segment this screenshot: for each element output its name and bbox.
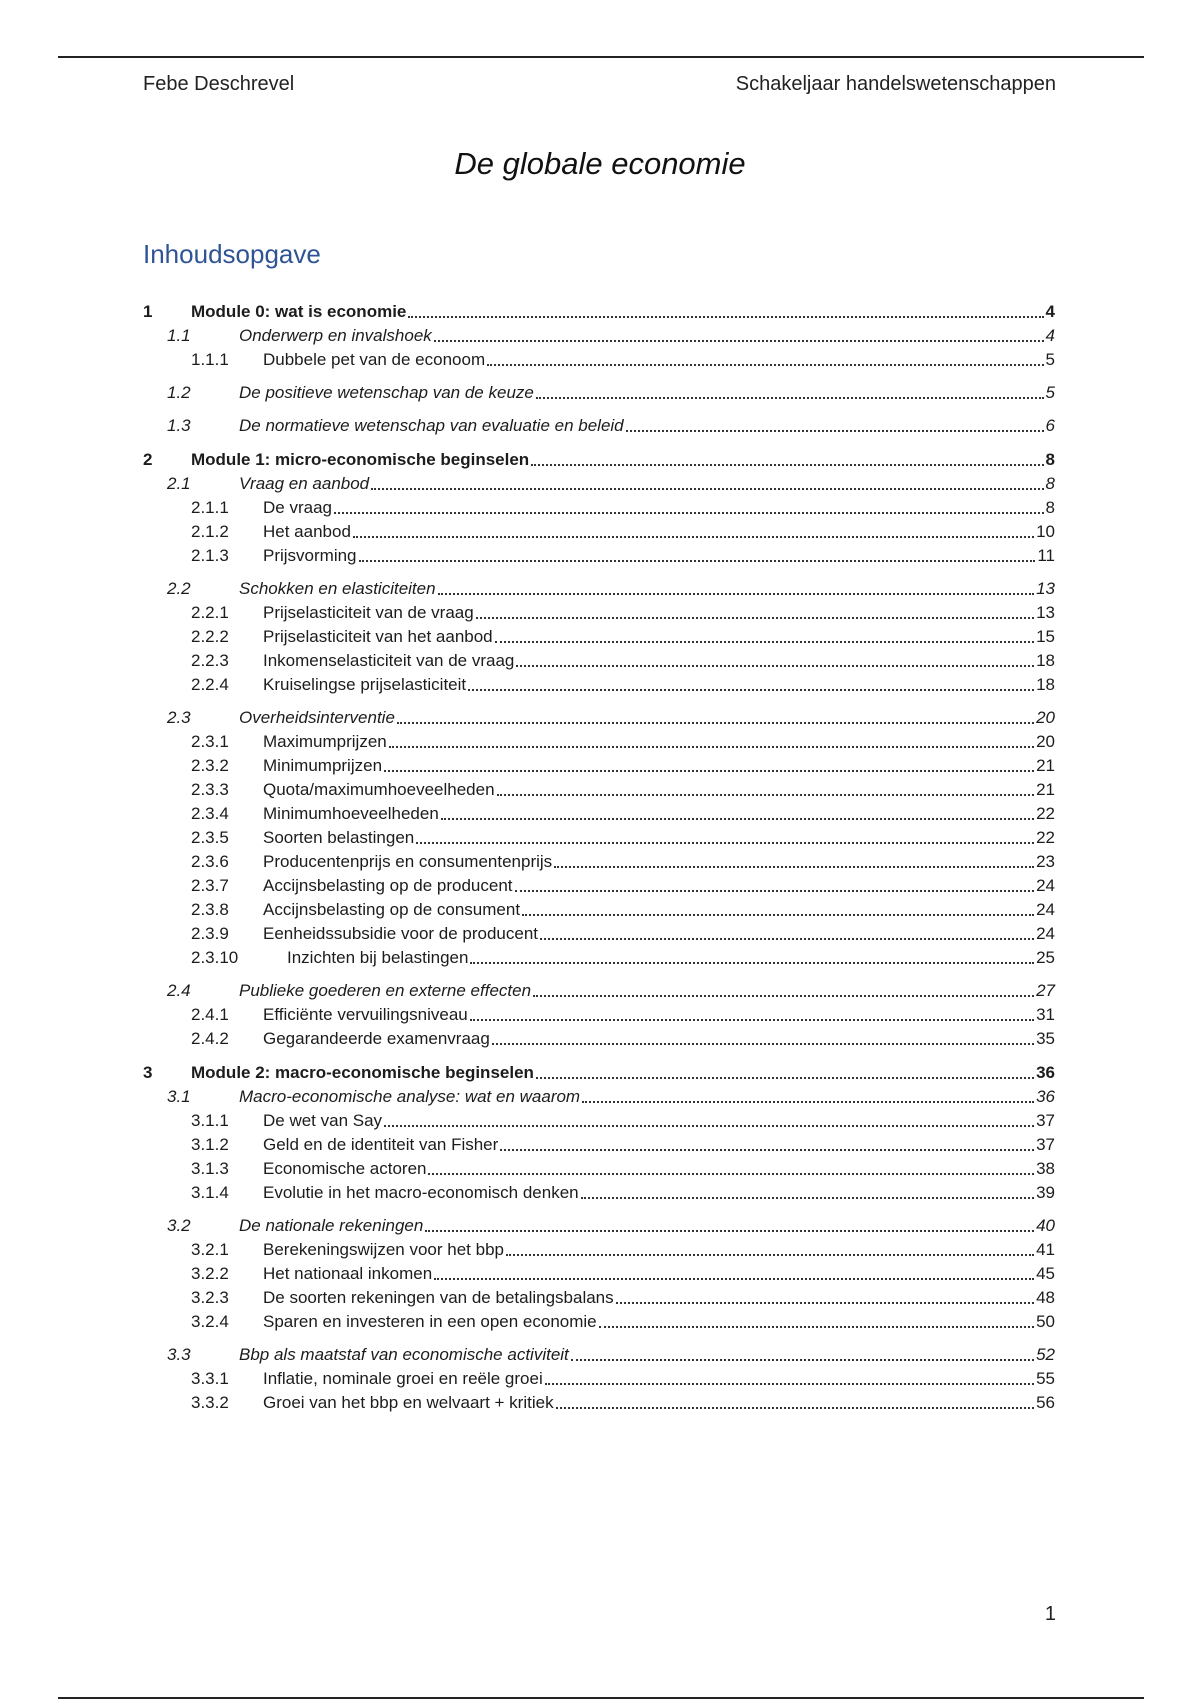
toc-entry-number: 3.3.1 xyxy=(191,1369,229,1388)
toc-entry-number: 1.1.1 xyxy=(191,350,229,369)
toc-entry-page: 5 xyxy=(1045,383,1055,402)
toc-entry-level-3[interactable] xyxy=(143,673,1055,697)
toc-entry-level-3[interactable] xyxy=(143,1367,1055,1391)
header-author: Febe Deschrevel xyxy=(143,73,295,95)
toc-entry-page: 23 xyxy=(1036,852,1055,871)
toc-entry-page: 22 xyxy=(1036,804,1055,823)
toc-entry-level-3[interactable] xyxy=(143,754,1055,778)
toc-dot-leader xyxy=(334,512,1044,514)
toc-entry-page: 25 xyxy=(1036,948,1055,967)
toc-entry-level-3[interactable] xyxy=(143,1003,1055,1027)
toc-entry-title: Het nationaal inkomen xyxy=(263,1264,433,1283)
toc-dot-leader xyxy=(434,1278,1034,1280)
toc-entry-page: 31 xyxy=(1036,1005,1055,1024)
toc-dot-leader xyxy=(384,770,1034,772)
toc-dot-leader xyxy=(384,1125,1034,1127)
toc-dot-leader xyxy=(389,746,1034,748)
toc-dot-leader xyxy=(616,1302,1034,1304)
toc-entry-number: 2.3.8 xyxy=(191,900,229,919)
toc-entry-number: 3.2.2 xyxy=(191,1264,229,1283)
toc-entry-title: Onderwerp en invalshoek xyxy=(239,326,432,345)
toc-entry-number: 2.3.6 xyxy=(191,852,229,871)
toc-entry-level-3[interactable] xyxy=(143,946,1055,970)
toc-entry-number: 2.4.1 xyxy=(191,1005,229,1024)
toc-entry-page: 20 xyxy=(1036,708,1055,727)
toc-entry-title: Efficiënte vervuilingsniveau xyxy=(263,1005,468,1024)
toc-entry-page: 41 xyxy=(1036,1240,1055,1259)
toc-entry-title: Minimumhoeveelheden xyxy=(263,804,439,823)
toc-entry-number: 2.3.1 xyxy=(191,732,229,751)
toc-entry-title: De normatieve wetenschap van evaluatie en beleid xyxy=(239,416,624,435)
toc-entry-number: 2.3.5 xyxy=(191,828,229,847)
toc-entry-title: Quota/maximumhoeveelheden xyxy=(263,780,495,799)
toc-heading: Inhoudsopgave xyxy=(143,239,321,269)
toc-entry-page: 18 xyxy=(1036,675,1055,694)
toc-dot-leader xyxy=(441,818,1034,820)
toc-entry-page: 4 xyxy=(1045,326,1055,345)
toc-dot-leader xyxy=(500,1149,1034,1151)
toc-entry-title: Gegarandeerde examenvraag xyxy=(263,1029,490,1048)
toc-entry-page: 8 xyxy=(1045,498,1055,517)
toc-entry-number: 2.2.1 xyxy=(191,603,229,622)
toc-entry-title: Inflatie, nominale groei en reële groei xyxy=(263,1369,543,1388)
toc-dot-leader xyxy=(487,364,1043,366)
toc-entry-page: 15 xyxy=(1036,627,1055,646)
toc-entry-page: 5 xyxy=(1045,350,1055,369)
toc-entry-level-3[interactable] xyxy=(143,1109,1055,1133)
toc-entry-title: Evolutie in het macro-economisch denken xyxy=(263,1183,579,1202)
toc-entry-title: Inzichten bij belastingen xyxy=(287,948,469,967)
toc-entry-title: Minimumprijzen xyxy=(263,756,383,775)
toc-entry-page: 24 xyxy=(1036,900,1055,919)
toc-entry-page: 6 xyxy=(1045,416,1055,435)
toc-entry-number: 3.2.4 xyxy=(191,1312,229,1331)
toc-dot-leader xyxy=(536,1077,1034,1079)
toc-entry-level-3[interactable] xyxy=(143,778,1055,802)
toc-entry-level-1[interactable] xyxy=(143,300,1055,324)
toc-entry-level-2[interactable] xyxy=(143,1085,1055,1109)
toc-entry-number: 3.2 xyxy=(167,1216,191,1235)
toc-entry-number: 2.2.3 xyxy=(191,651,229,670)
toc-entry-level-3[interactable] xyxy=(143,520,1055,544)
toc-entry-number: 2.3.10 xyxy=(191,948,239,967)
toc-dot-leader xyxy=(495,641,1034,643)
toc-entry-page: 48 xyxy=(1036,1288,1055,1307)
toc-entry-level-1[interactable] xyxy=(143,448,1055,472)
toc-entry-page: 35 xyxy=(1036,1029,1055,1048)
footer-rule xyxy=(58,1697,1144,1699)
toc-entry-number: 2.3.7 xyxy=(191,876,229,895)
toc-entry-title: De nationale rekeningen xyxy=(239,1216,424,1235)
toc-entry-level-3[interactable] xyxy=(143,850,1055,874)
toc-entry-title: Prijsvorming xyxy=(263,546,357,565)
toc-entry-level-3[interactable] xyxy=(143,1133,1055,1157)
toc-entry-number: 2.4.2 xyxy=(191,1029,229,1048)
toc-dot-leader xyxy=(516,665,1034,667)
table-of-contents xyxy=(143,300,1055,1415)
toc-entry-page: 36 xyxy=(1036,1087,1055,1106)
toc-entry-title: Het aanbod xyxy=(263,522,351,541)
toc-entry-level-2[interactable] xyxy=(143,1343,1055,1367)
toc-entry-page: 40 xyxy=(1036,1216,1055,1235)
toc-entry-title: Vraag en aanbod xyxy=(239,474,370,493)
toc-entry-title: Sparen en investeren in een open economie xyxy=(263,1312,597,1331)
toc-entry-page: 4 xyxy=(1045,302,1055,321)
toc-entry-level-2[interactable] xyxy=(143,414,1055,438)
page-number: 1 xyxy=(1044,1603,1056,1625)
toc-entry-title: Maximumprijzen xyxy=(263,732,387,751)
toc-entry-page: 56 xyxy=(1036,1393,1055,1412)
toc-entry-title: De positieve wetenschap van de keuze xyxy=(239,383,534,402)
toc-entry-page: 18 xyxy=(1036,651,1055,670)
toc-dot-leader xyxy=(470,1019,1034,1021)
toc-entry-title: Overheidsinterventie xyxy=(239,708,395,727)
toc-entry-title: Geld en de identiteit van Fisher xyxy=(263,1135,499,1154)
toc-dot-leader xyxy=(353,536,1034,538)
toc-dot-leader xyxy=(533,995,1034,997)
toc-entry-title: Producentenprijs en consumentenprijs xyxy=(263,852,553,871)
toc-dot-leader xyxy=(434,340,1044,342)
toc-entry-number: 2.2.4 xyxy=(191,675,229,694)
toc-entry-level-3[interactable] xyxy=(143,922,1055,946)
toc-entry-number: 2.1.3 xyxy=(191,546,229,565)
toc-dot-leader xyxy=(476,617,1034,619)
toc-entry-title: Eenheidssubsidie voor de producent xyxy=(263,924,539,943)
toc-entry-number: 3.3 xyxy=(167,1345,191,1364)
toc-dot-leader xyxy=(371,488,1043,490)
toc-entry-number: 1.1 xyxy=(167,326,191,345)
toc-entry-level-3[interactable] xyxy=(143,496,1055,520)
toc-entry-number: 2.3.2 xyxy=(191,756,229,775)
toc-entry-number: 1.2 xyxy=(167,383,191,402)
toc-dot-leader xyxy=(515,890,1035,892)
toc-entry-page: 11 xyxy=(1037,546,1055,565)
toc-dot-leader xyxy=(497,794,1035,796)
toc-entry-page: 55 xyxy=(1036,1369,1055,1388)
toc-entry-number: 2.3 xyxy=(167,708,191,727)
toc-entry-page: 39 xyxy=(1036,1183,1055,1202)
header-rule xyxy=(58,56,1144,58)
toc-entry-level-3[interactable] xyxy=(143,1391,1055,1415)
toc-entry-page: 13 xyxy=(1036,603,1055,622)
toc-entry-title: Inkomenselasticiteit van de vraag xyxy=(263,651,515,670)
toc-entry-level-3[interactable] xyxy=(143,874,1055,898)
toc-entry-number: 2.2.2 xyxy=(191,627,229,646)
header-course: Schakeljaar handelswetenschappen xyxy=(735,73,1056,95)
toc-entry-page: 10 xyxy=(1036,522,1055,541)
toc-entry-title: Accijnsbelasting op de producent xyxy=(263,876,513,895)
toc-entry-title: Berekeningswijzen voor het bbp xyxy=(263,1240,504,1259)
toc-entry-page: 21 xyxy=(1036,780,1055,799)
toc-entry-level-3[interactable] xyxy=(143,348,1055,372)
toc-dot-leader xyxy=(425,1230,1034,1232)
toc-entry-number: 2.1.1 xyxy=(191,498,229,517)
toc-entry-number: 2.1 xyxy=(167,474,191,493)
toc-entry-level-1[interactable] xyxy=(143,1061,1055,1085)
toc-entry-title: Prijselasticiteit van de vraag xyxy=(263,603,474,622)
toc-entry-level-2[interactable] xyxy=(143,577,1055,601)
toc-entry-level-2[interactable] xyxy=(143,979,1055,1003)
toc-entry-title: Soorten belastingen xyxy=(263,828,415,847)
toc-entry-title: Module 1: micro-economische beginselen xyxy=(191,450,530,469)
toc-dot-leader xyxy=(626,430,1044,432)
toc-entry-title: Bbp als maatstaf van economische activiteit xyxy=(239,1345,569,1364)
document-title: De globale economie xyxy=(454,146,746,181)
toc-entry-page: 8 xyxy=(1045,474,1055,493)
toc-entry-page: 21 xyxy=(1036,756,1055,775)
toc-entry-page: 50 xyxy=(1036,1312,1055,1331)
toc-entry-level-2[interactable] xyxy=(143,1214,1055,1238)
toc-entry-page: 27 xyxy=(1036,981,1055,1000)
toc-entry-number: 2.4 xyxy=(167,981,191,1000)
toc-dot-leader xyxy=(506,1254,1034,1256)
toc-entry-number: 2.3.3 xyxy=(191,780,229,799)
toc-entry-page: 37 xyxy=(1036,1111,1055,1130)
toc-dot-leader xyxy=(428,1173,1034,1175)
toc-entry-number: 3.3.2 xyxy=(191,1393,229,1412)
toc-entry-number: 1.3 xyxy=(167,416,191,435)
toc-dot-leader xyxy=(531,464,1043,466)
toc-entry-number: 3.1 xyxy=(167,1087,191,1106)
toc-entry-page: 36 xyxy=(1036,1063,1055,1082)
toc-entry-level-2[interactable] xyxy=(143,706,1055,730)
toc-dot-leader xyxy=(536,397,1044,399)
toc-dot-leader xyxy=(468,689,1034,691)
toc-entry-title: Groei van het bbp en welvaart + kritiek xyxy=(263,1393,554,1412)
toc-entry-level-3[interactable] xyxy=(143,802,1055,826)
toc-entry-number: 3.1.2 xyxy=(191,1135,229,1154)
toc-dot-leader xyxy=(359,560,1036,562)
toc-entry-title: Prijselasticiteit van het aanbod xyxy=(263,627,493,646)
toc-entry-title: Accijnsbelasting op de consument xyxy=(263,900,521,919)
toc-entry-title: De soorten rekeningen van de betalingsbalans xyxy=(263,1288,614,1307)
toc-entry-page: 45 xyxy=(1036,1264,1055,1283)
toc-entry-level-3[interactable] xyxy=(143,625,1055,649)
toc-entry-title: Publieke goederen en externe effecten xyxy=(239,981,532,1000)
toc-dot-leader xyxy=(397,722,1034,724)
toc-dot-leader xyxy=(582,1101,1034,1103)
toc-entry-level-3[interactable] xyxy=(143,1310,1055,1334)
toc-entry-title: Dubbele pet van de econoom xyxy=(263,350,486,369)
toc-entry-page: 24 xyxy=(1036,924,1055,943)
toc-entry-number: 2.3.4 xyxy=(191,804,229,823)
toc-entry-title: De vraag xyxy=(263,498,332,517)
toc-dot-leader xyxy=(599,1326,1034,1328)
toc-entry-level-3[interactable] xyxy=(143,1157,1055,1181)
toc-entry-number: 2.3.9 xyxy=(191,924,229,943)
toc-entry-number: 2.2 xyxy=(167,579,191,598)
toc-entry-level-2[interactable] xyxy=(143,472,1055,496)
toc-entry-level-2[interactable] xyxy=(143,381,1055,405)
toc-entry-title: Economische actoren xyxy=(263,1159,427,1178)
toc-entry-number: 2 xyxy=(143,450,153,469)
toc-dot-leader xyxy=(571,1359,1034,1361)
toc-entry-title: Schokken en elasticiteiten xyxy=(239,579,436,598)
toc-entry-page: 24 xyxy=(1036,876,1055,895)
toc-entry-page: 13 xyxy=(1036,579,1055,598)
toc-dot-leader xyxy=(416,842,1034,844)
toc-dot-leader xyxy=(438,593,1035,595)
toc-entry-level-3[interactable] xyxy=(143,544,1055,568)
toc-entry-page: 37 xyxy=(1036,1135,1055,1154)
toc-entry-level-3[interactable] xyxy=(143,898,1055,922)
toc-entry-level-3[interactable] xyxy=(143,730,1055,754)
toc-entry-level-3[interactable] xyxy=(143,601,1055,625)
toc-dot-leader xyxy=(492,1043,1034,1045)
toc-dot-leader xyxy=(554,866,1034,868)
toc-entry-title: Macro-economische analyse: wat en waarom xyxy=(239,1087,581,1106)
toc-dot-leader xyxy=(522,914,1034,916)
toc-entry-level-3[interactable] xyxy=(143,1286,1055,1310)
toc-dot-leader xyxy=(470,962,1034,964)
toc-entry-level-3[interactable] xyxy=(143,1181,1055,1205)
toc-entry-level-2[interactable] xyxy=(143,324,1055,348)
toc-entry-number: 3.2.3 xyxy=(191,1288,229,1307)
toc-entry-page: 52 xyxy=(1036,1345,1055,1364)
toc-dot-leader xyxy=(581,1197,1034,1199)
toc-dot-leader xyxy=(556,1407,1035,1409)
toc-dot-leader xyxy=(545,1383,1034,1385)
toc-entry-page: 8 xyxy=(1045,450,1055,469)
toc-entry-level-3[interactable] xyxy=(143,1027,1055,1051)
toc-entry-title: De wet van Say xyxy=(263,1111,383,1130)
toc-entry-level-3[interactable] xyxy=(143,1262,1055,1286)
toc-entry-title: Module 2: macro-economische beginselen xyxy=(191,1063,534,1082)
toc-dot-leader xyxy=(540,938,1034,940)
toc-entry-title: Module 0: wat is economie xyxy=(191,302,407,321)
toc-entry-number: 3.1.1 xyxy=(191,1111,229,1130)
toc-entry-number: 3.1.4 xyxy=(191,1183,229,1202)
toc-entry-level-3[interactable] xyxy=(143,826,1055,850)
toc-dot-leader xyxy=(408,316,1043,318)
toc-entry-page: 20 xyxy=(1036,732,1055,751)
toc-entry-number: 1 xyxy=(143,302,153,321)
toc-entry-number: 3.2.1 xyxy=(191,1240,229,1259)
toc-entry-level-3[interactable] xyxy=(143,649,1055,673)
toc-entry-number: 2.1.2 xyxy=(191,522,229,541)
toc-entry-number: 3.1.3 xyxy=(191,1159,229,1178)
toc-entry-level-3[interactable] xyxy=(143,1238,1055,1262)
toc-entry-page: 22 xyxy=(1036,828,1055,847)
toc-entry-number: 3 xyxy=(143,1063,153,1082)
toc-entry-page: 38 xyxy=(1036,1159,1055,1178)
toc-entry-title: Kruiselingse prijselasticiteit xyxy=(263,675,467,694)
